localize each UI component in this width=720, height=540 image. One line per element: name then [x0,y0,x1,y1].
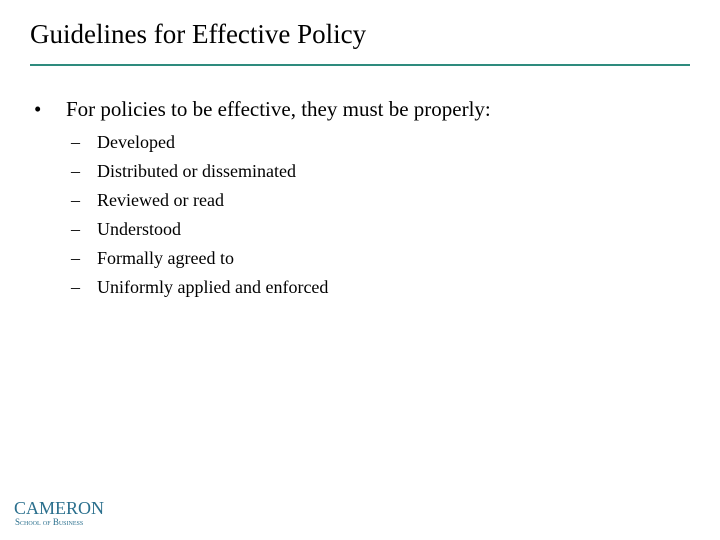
sub-bullet-text: Reviewed or read [97,190,224,210]
cameron-logo [14,498,105,529]
sub-bullet-item [71,157,328,186]
bullet-marker: • [34,97,42,121]
sub-bullet-item [71,215,328,244]
dash-marker: – [71,161,80,181]
dash-marker: – [71,277,80,297]
dash-marker: – [71,132,80,152]
sub-bullet-item [71,128,328,157]
sub-bullet-item [71,244,328,273]
dash-marker: – [71,190,80,210]
sub-bullet-item [71,273,328,302]
logo-subtitle: School of Business [15,517,84,527]
slide-title: Guidelines for Effective Policy [30,19,367,49]
sub-bullet-text: Understood [97,219,181,239]
sub-bullet-list [71,128,328,302]
sub-bullet-text: Distributed or disseminated [97,161,296,181]
dash-marker: – [71,219,80,239]
sub-bullet-item [71,186,328,215]
sub-bullet-text: Uniformly applied and enforced [97,277,329,297]
logo-name: CAMERON [14,498,105,518]
main-bullet-text: For policies to be effective, they must be properly: [66,97,491,121]
sub-bullet-text: Formally agreed to [97,248,234,268]
dash-marker: – [71,248,80,268]
title-divider [30,64,690,66]
main-bullet [34,95,491,123]
sub-bullet-text: Developed [97,132,175,152]
